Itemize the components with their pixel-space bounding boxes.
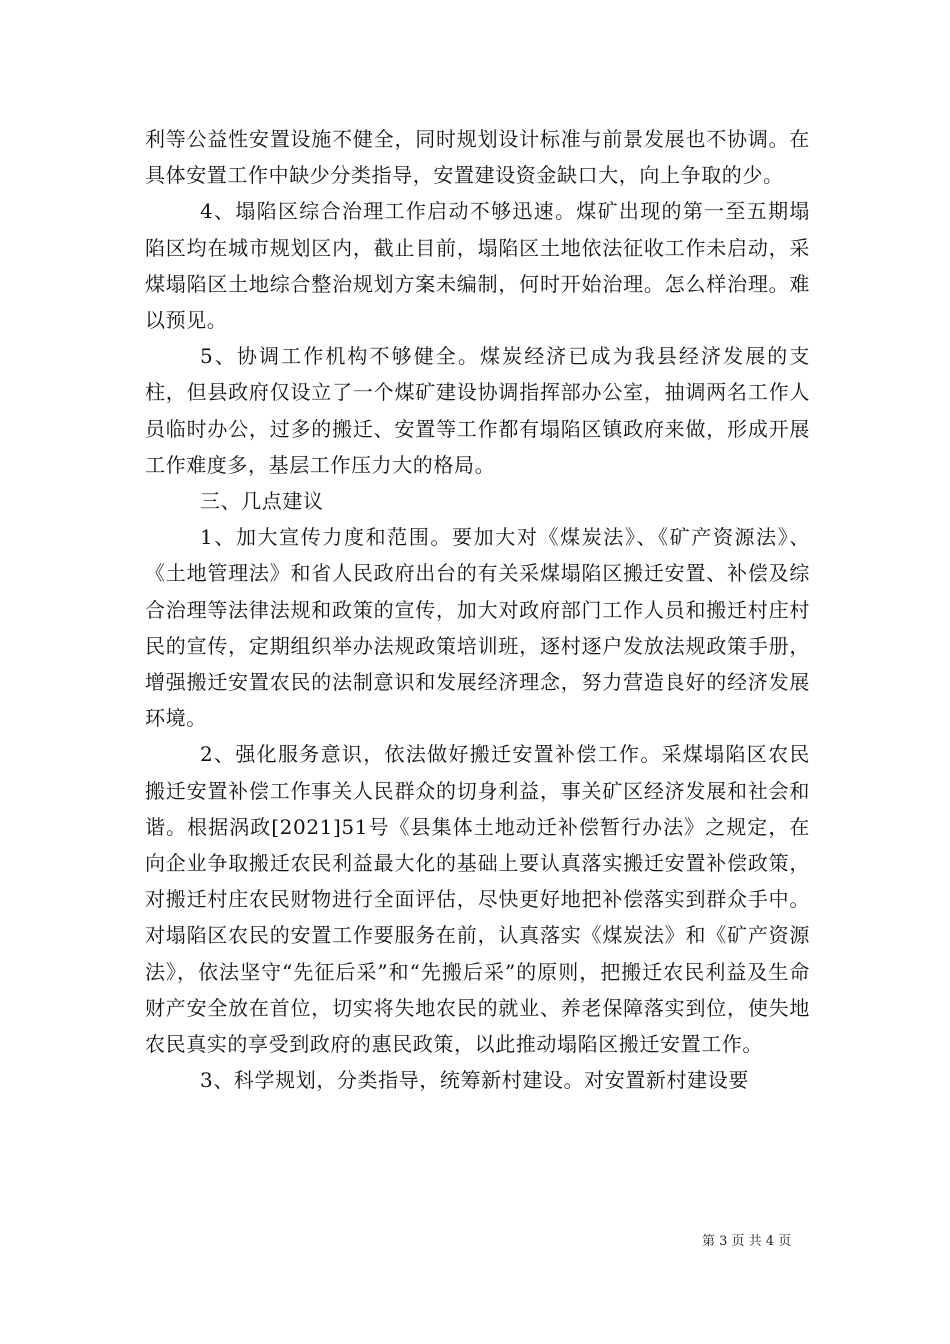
section-heading: 三、几点建议	[200, 489, 324, 514]
paragraph-suggestion-3: 3、科学规划，分类指导，统筹新村建设。对安置新村建设要	[200, 1068, 749, 1093]
paragraph-continued: 利等公益性安置设施不健全，同时规划设计标准与前景发展也不协调。在具体安置工作中缺少分类指导，安置建设资金缺口大，向上争取的少。	[145, 127, 810, 188]
paragraph-item-5: 5、协调工作机构不够健全。煤炭经济已成为我县经济发展的支柱，但县政府仅设立了一个煤矿建设协调指挥部办公室，抽调两名工作人员临时办公，过多的搬迁、安置等工作都有塌陷区镇政府来做，形成开展工作难度多，基层工作压力大的格局。	[145, 344, 810, 477]
paragraph-suggestion-1: 1、加大宣传力度和范围。要加大对《煤炭法》、《矿产资源法》、《土地管理法》和省人民政府出台的有关采煤塌陷区搬迁安置、补偿及综合治理等法律法规和政策的宣传，加大对政府部门工作人员和搬迁村庄村民的宣传，定期组织举办法规政策培训班，逐村逐户发放法规政策手册，增强搬迁安置农民的法制意识和发展经济理念，努力营造良好的经济发展环境。	[145, 525, 810, 731]
document-body	[145, 121, 810, 1098]
paragraph-suggestion-2: 2、强化服务意识，依法做好搬迁安置补偿工作。采煤塌陷区农民搬迁安置补偿工作事关人民群众的切身利益，事关矿区经济发展和社会和谐。根据涡政[2021]51号《县集体土地动迁补偿暂行办法》之规定，在向企业争取搬迁农民利益最大化的基础上要认真落实搬迁安置补偿政策，对搬迁村庄农民财物进行全面评估，尽快更好地把补偿落实到群众手中。对塌陷区农民的安置工作要服务在前，认真落实《煤炭法》和《矿产资源法》，依法坚守“先征后采”和“先搬后采”的原则，把搬迁农民利益及生命财产安全放在首位，切实将失地农民的就业、养老保障落实到位，使失地农民真实的享受到政府的惠民政策，以此推动塌陷区搬迁安置工作。	[145, 742, 810, 1057]
paragraph-item-4: 4、塌陷区综合治理工作启动不够迅速。煤矿出现的第一至五期塌陷区均在城市规划区内，截止目前，塌陷区土地依法征收工作未启动，采煤塌陷区土地综合整治规划方案未编制，何时开始治理。怎么样治理。难以预见。	[145, 199, 810, 333]
page-number: 第 3 页 共 4 页	[702, 1234, 792, 1249]
